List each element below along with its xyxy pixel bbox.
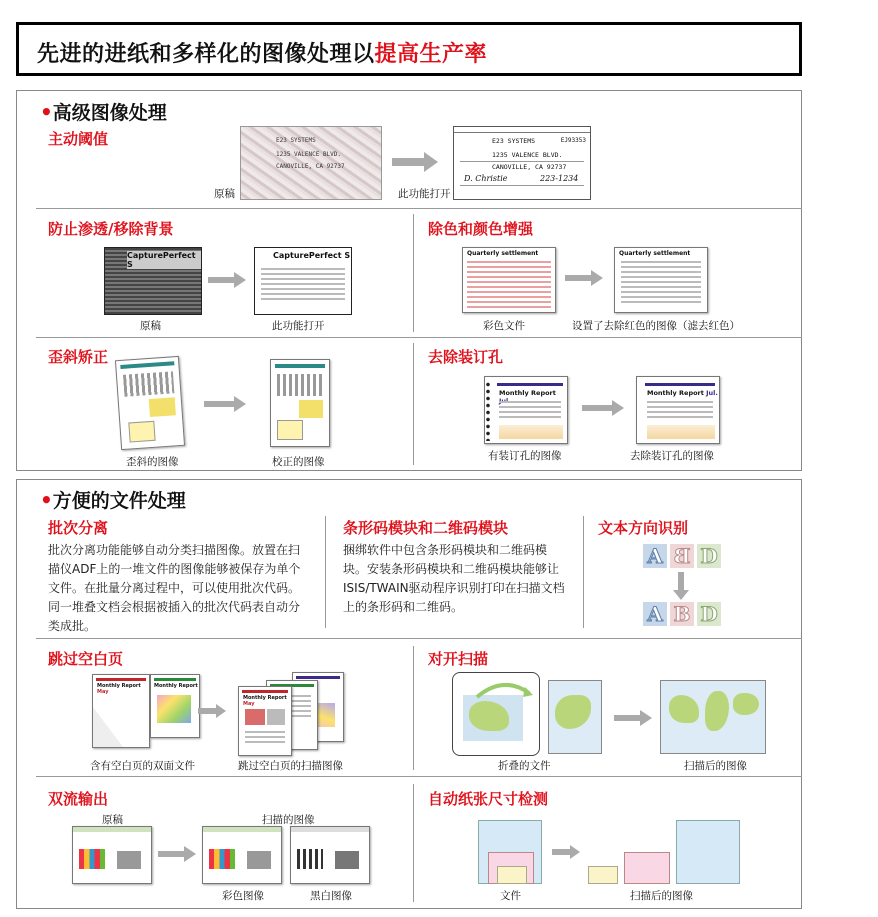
folio-after-caption: 扫描后的图像 <box>684 760 747 772</box>
divider <box>36 337 802 338</box>
auto-size-before-caption: 文件 <box>500 890 521 902</box>
arrow-down-icon <box>673 572 689 600</box>
color-after-caption: 设置了去除红色的图像（滤去红色） <box>572 320 740 332</box>
skip-blank-label: 跳过空白页 <box>48 650 124 668</box>
color-image <box>202 826 282 884</box>
divider <box>36 776 802 777</box>
check-processed-image: E23 SYSTEMS EJ93353 1235 VALENCE BLVD. CANOVILLE, CA 92737 D. Christie 223-1234 <box>453 126 591 200</box>
punch-after-caption: 去除装订孔的图像 <box>630 450 714 462</box>
arrow-right-icon <box>158 846 198 862</box>
dual-color-caption: 彩色图像 <box>222 890 264 902</box>
arrow-right-icon <box>392 152 440 172</box>
section-heading-file-handling: •方便的文件处理 <box>40 488 186 512</box>
barcode-text: 捆绑软件中包含条形码模块和二维码模块。安装条形码模块和二维码模块能够让ISIS/TWAIN驱动程序识别打印在扫描文档上的条形码和二维码。 <box>343 543 565 614</box>
bleed-through-label: 防止渗透/移除背景 <box>48 220 174 238</box>
divider <box>583 516 584 628</box>
arrow-right-icon <box>198 704 228 718</box>
bullet-icon: • <box>40 488 53 512</box>
arrow-right-icon <box>552 845 582 859</box>
bw-image <box>290 826 370 884</box>
divider <box>413 784 414 902</box>
active-threshold-after-caption: 此功能打开 <box>398 188 451 200</box>
arrow-right-icon <box>204 396 248 412</box>
active-threshold-before-caption: 原稿 <box>214 188 235 200</box>
active-threshold-label: 主动阈值 <box>48 130 109 148</box>
bleed-after-caption: 此功能打开 <box>272 320 325 332</box>
deskew-label: 歪斜矫正 <box>48 348 109 366</box>
dual-bw-caption: 黑白图像 <box>310 890 352 902</box>
punched-image: Monthly Report <box>484 376 568 444</box>
barcode-label: 条形码模块和二维码模块 <box>343 519 509 537</box>
bleed-processed-image: CapturePerfect S <box>254 247 352 315</box>
section-heading-image-processing: •高级图像处理 <box>40 100 167 124</box>
folio-before-caption: 折叠的文件 <box>498 760 551 772</box>
scanned-small-paper <box>588 866 618 884</box>
letter-tile: B <box>670 602 694 626</box>
letter-tile: D <box>697 602 721 626</box>
letter-tile: D <box>697 544 721 568</box>
dual-stream-scanned-caption: 扫描的图像 <box>262 814 315 826</box>
scanned-medium-paper <box>624 852 670 884</box>
color-dropout-label: 除色和颜色增强 <box>428 220 534 238</box>
page-title: 先进的进纸和多样化的图像处理以提高生产率 <box>37 42 488 67</box>
skip-blank-before-caption: 含有空白页的双面文件 <box>90 760 195 772</box>
hole-removed-image: Monthly Report Jul. <box>636 376 720 444</box>
auto-size-label: 自动纸张尺寸检测 <box>428 790 549 808</box>
deskew-before-caption: 歪斜的图像 <box>126 456 179 468</box>
text-orientation-label: 文本方向识别 <box>598 519 689 537</box>
duplex-document-image-2: Monthly Report <box>150 674 200 738</box>
bleed-before-caption: 原稿 <box>140 320 161 332</box>
folded-document-page <box>548 680 602 754</box>
arrow-right-icon <box>614 710 654 726</box>
punch-before-caption: 有装订孔的图像 <box>488 450 562 462</box>
folio-scan-label: 对开扫描 <box>428 650 489 668</box>
batch-separation-label: 批次分离 <box>48 519 109 537</box>
dual-original-image <box>72 826 152 884</box>
letter-tile: A <box>643 544 667 568</box>
red-dropout-image: Quarterly settlement <box>614 247 708 313</box>
skipped-image-1: Monthly Report May <box>238 686 292 756</box>
bleed-original-image: CapturePerfect S <box>104 247 202 315</box>
deskewed-image <box>270 359 330 447</box>
arrow-right-icon <box>582 400 626 416</box>
arrow-right-icon <box>565 270 605 286</box>
skewed-image <box>115 356 185 450</box>
color-document-image: Quarterly settlement <box>462 247 556 313</box>
batch-separation-text: 批次分离功能能够自动分类扫描图像。放置在扫描仪ADF上的一堆文件的图像能够被保存为单个文件。在批量分离过程中，可以使用批次代码。同一堆叠文档会根据被插入的批次代码表自动分类成批。 <box>48 543 301 633</box>
scanned-map-image <box>660 680 766 754</box>
divider <box>325 516 326 628</box>
punch-hole-label: 去除装订孔 <box>428 348 504 366</box>
letter-tile: A <box>643 602 667 626</box>
skip-blank-after-caption: 跳过空白页的扫描图像 <box>238 760 343 772</box>
scanned-large-paper <box>676 820 740 884</box>
duplex-document-image: Monthly Report May <box>92 674 150 748</box>
divider <box>36 638 802 639</box>
divider <box>413 343 414 465</box>
letter-tile: B <box>670 544 694 568</box>
deskew-after-caption: 校正的图像 <box>272 456 325 468</box>
folded-document-image <box>452 672 540 756</box>
divider <box>36 208 802 209</box>
dual-stream-label: 双流输出 <box>48 790 109 808</box>
paper-small <box>497 866 527 884</box>
divider <box>413 646 414 770</box>
check-original-image: E23 SYSTEMS 1235 VALENCE BLVD. CANOVILLE, CA 92737 <box>240 126 382 200</box>
title-highlight: 提高生产率 <box>374 42 488 67</box>
auto-size-after-caption: 扫描后的图像 <box>630 890 693 902</box>
divider <box>413 214 414 332</box>
dual-stream-original-caption: 原稿 <box>102 814 123 826</box>
title-box <box>16 22 802 76</box>
bullet-icon: • <box>40 100 53 124</box>
arrow-right-icon <box>208 272 248 288</box>
color-before-caption: 彩色文件 <box>483 320 525 332</box>
